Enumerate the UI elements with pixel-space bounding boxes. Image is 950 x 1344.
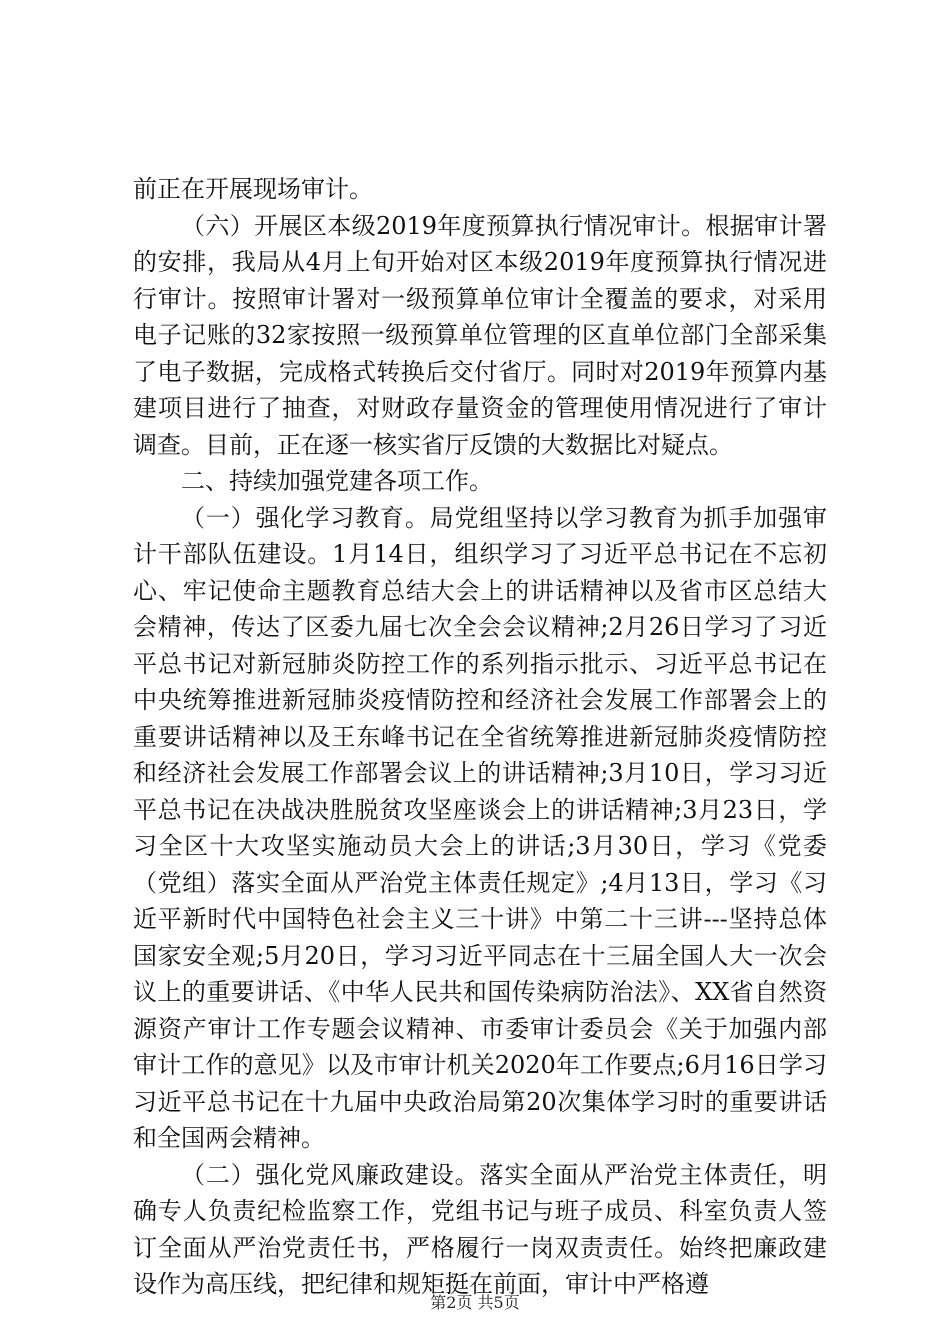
section-heading-party-building: 二、持续加强党建各项工作。 xyxy=(181,467,493,495)
paragraph-budget-audit: （六）开展区本级2019年度预算执行情况审计。根据审计署的安排，我局从4月上旬开始对区本级2019年度预算执行情况进行审计。按照审计署对一级预算单位审计全覆盖的要求，对采用电子记账的32家按照一级预算单位管理的区直单位部门全部采集了电子数据，完成格式转换后交付省厅。同时对2019年预算内基建项目进行了抽查，对财政存量资金的管理使用情况进行了审计调查。目前，正在逐一核实省厅反馈的大数据比对疑点。 xyxy=(133,211,827,459)
page-number-footer: 第2页 共5页 xyxy=(430,1293,520,1312)
paragraph-integrity-building: （二）强化党风廉政建设。落实全面从严治党主体责任，明确专人负责纪检监察工作，党组书记与班子成员、科室负责人签订全面从严治党责任书，严格履行一岗双责责任。始终把廉政建设作为高压线，把纪律和规矩挺在前面，审计中严格遵 xyxy=(133,1160,827,1298)
document-body xyxy=(133,171,827,1303)
paragraph-study-education: （一）强化学习教育。局党组坚持以学习教育为抓手加强审计干部队伍建设。1月14日，组织学习了习近平总书记在不忘初心、牢记使命主题教育总结大会上的讲话精神以及省市区总结大会精神，传达了区委九届七次全会会议精神;2月26日学习了习近平总书记对新冠肺炎防控工作的系列指示批示、习近平总书记在中央统筹推进新冠肺炎疫情防控和经济社会发展工作部署会上的重要讲话精神以及王东峰书记在全省统筹推进新冠肺炎疫情防控和经济社会发展工作部署会议上的讲话精神;3月10日，学习习近平总书记在决战决胜脱贫攻坚座谈会上的讲话精神;3月23日，学习全区十大攻坚实施动员大会上的讲话;3月30日，学习《党委（党组）落实全面从严治党主体责任规定》;4月13日，学习《习近平新时代中国特色社会主义三十讲》中第二十三讲---坚持总体国家安全观;5月20日，学习习近平同志在十三届全国人大一次会议上的重要讲话、《中华人民共和国传染病防治法》、XX省自然资源资产审计工作专题会议精神、市委审计委员会《关于加强内部审计工作的意见》以及市审计机关2020年工作要点;6月16日学习习近平总书记在十九届中央政治局第20次集体学习时的重要讲话和全国两会精神。 xyxy=(133,503,827,1152)
paragraph-continuation: 前正在开展现场审计。 xyxy=(133,175,373,203)
